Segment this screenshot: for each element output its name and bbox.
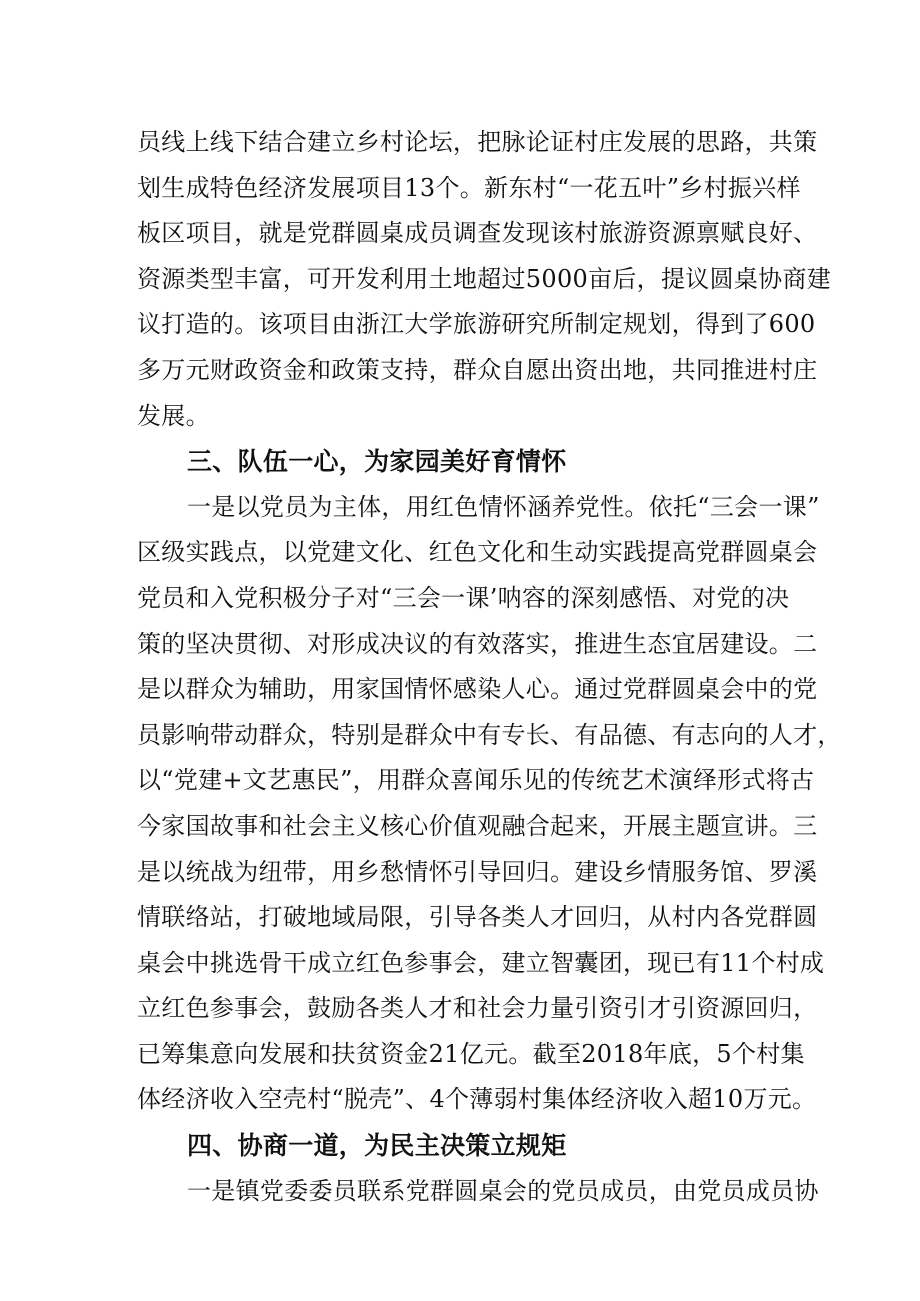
text-line: 是以群众为辅助，用家国情怀感染人心。通过党群圆桌会中的党 — [137, 675, 818, 704]
text-line: 资源类型丰富，可开发利用土地超过5000亩后，提议圆桌协商建 — [137, 264, 832, 293]
text-line: 今家国故事和社会主义核心价值观融合起来，开展主题宣讲。三 — [137, 811, 818, 840]
heading-text: 四、协商一道，为民主决策立规矩 — [187, 1131, 567, 1161]
text-line: 区级实践点，以党建文化、红色文化和生动实践提高党群圆桌会 — [137, 538, 818, 567]
text-line: 板区项目，就是党群圆桌成员调查发现该村旅游资源禀赋良好、 — [137, 219, 818, 248]
text-line: 体经济收入空壳村“脱壳”、4个薄弱村集体经济收入超10万元。 — [137, 1085, 817, 1114]
text-line: 已筹集意向发展和扶贫资金21亿元。截至2018年底，5个村集 — [137, 1039, 805, 1068]
text-line: 多万元财政资金和政策支持，群众自愿出资出地，共同推进村庄 — [137, 355, 818, 384]
text-line: 一是镇党委委员联系党群圆桌会的党员成员，由党员成员协 — [187, 1176, 819, 1205]
document-body — [137, 120, 842, 1214]
text-line: 一是以党员为主体，用红色情怀涵养党性。依托“三会一课” — [187, 492, 820, 521]
text-line: 情联络站，打破地域局限，引导各类人才回归，从村内各党群圆 — [137, 903, 818, 932]
section-heading-4 — [137, 1123, 797, 1169]
text-line: 党员和入党积极分子对“三会一课’呐容的深刻感悟、对党的决 — [137, 583, 790, 612]
text-line: 发展。 — [137, 401, 210, 430]
paragraph-continued — [137, 120, 832, 439]
text-line: 议打造的。该项目由浙江大学旅游研究所制定规划，得到了600 — [137, 310, 816, 339]
text-line: 以“党建+文艺惠民”，用群众喜闻乐见的传统艺术演绎形式将古 — [137, 766, 815, 795]
text-line: 员影响带动群众，特别是群众中有专长、有品德、有志向的人才， — [137, 720, 842, 749]
text-line: 策的坚决贯彻、对形成决议的有效落实，推进生态宜居建设。二 — [137, 629, 818, 658]
text-line: 是以统战为纽带，用乡愁情怀引导回归。建设乡情服务馆、罗溪 — [137, 857, 818, 886]
paragraph — [137, 485, 842, 1123]
text-line: 桌会中挑选骨干成立红色参事会，建立智囊团，现已有11个村成 — [137, 948, 825, 977]
section-heading-3 — [137, 439, 797, 485]
heading-text: 三、队伍一心，为家园美好育情怀 — [187, 447, 567, 477]
paragraph — [137, 1169, 819, 1215]
text-line: 划生成特色经济发展项目13个。新东村“一花五叶”乡村振兴样 — [137, 173, 801, 202]
text-line: 立红色参事会，鼓励各类人才和社会力量引资引才引资源回归， — [137, 994, 818, 1023]
text-line: 员线上线下结合建立乡村论坛，把脉论证村庄发展的思路，共策 — [137, 128, 818, 156]
